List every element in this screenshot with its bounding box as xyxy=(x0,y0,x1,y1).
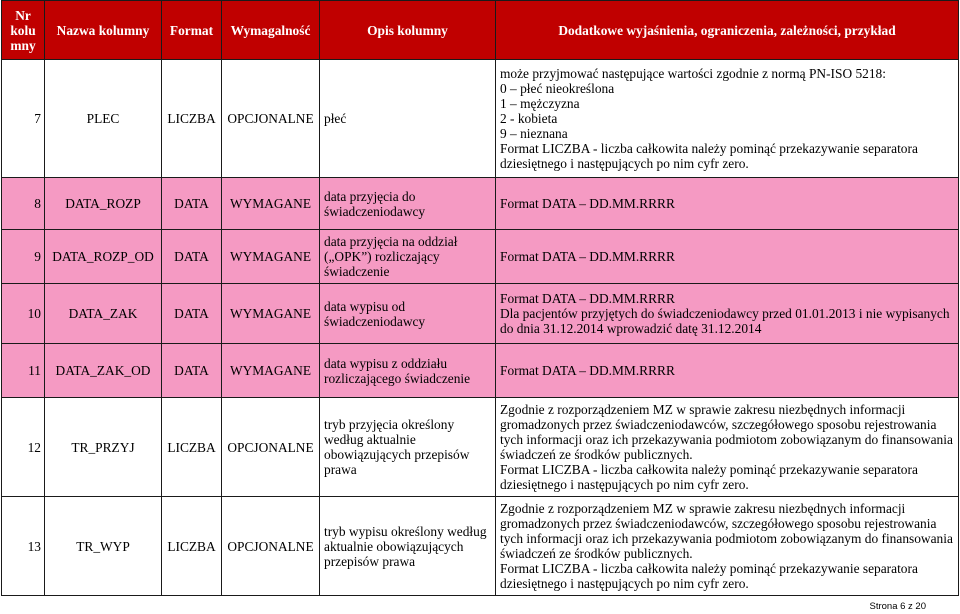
table-row xyxy=(2,497,959,596)
cell-required: WYMAGANE xyxy=(222,178,320,230)
table-header-row xyxy=(2,1,959,60)
cell-description: data przyjęcia na oddział („OPK”) rozliczający świadczenie xyxy=(320,230,496,284)
cell-description: data wypisu z oddziału rozliczającego świadczenie xyxy=(320,344,496,398)
header-format: Format xyxy=(162,1,222,60)
table-row xyxy=(2,178,959,230)
cell-required: OPCJONALNE xyxy=(222,60,320,178)
table-row xyxy=(2,398,959,497)
header-name: Nazwa kolumny xyxy=(45,1,162,60)
cell-format: LICZBA xyxy=(162,60,222,178)
cell-nr: 10 xyxy=(2,284,45,344)
cell-required: WYMAGANE xyxy=(222,284,320,344)
table-row xyxy=(2,60,959,178)
cell-format: DATA xyxy=(162,344,222,398)
cell-description: data wypisu od świadczeniodawcy xyxy=(320,284,496,344)
cell-format: DATA xyxy=(162,230,222,284)
cell-extra: Format DATA – DD.MM.RRRR xyxy=(496,178,959,230)
cell-name: DATA_ROZP xyxy=(45,178,162,230)
cell-nr: 9 xyxy=(2,230,45,284)
header-description: Opis kolumny xyxy=(320,1,496,60)
column-spec-table xyxy=(1,0,959,596)
cell-extra: Format DATA – DD.MM.RRRR Dla pacjentów przyjętych do świadczeniodawcy przed 01.01.2013 i nie wypisanych do dnia 31.12.2014 wprowadzić datę 31.12.2014 xyxy=(496,284,959,344)
cell-description: data przyjęcia do świadczeniodawcy xyxy=(320,178,496,230)
table-row xyxy=(2,284,959,344)
cell-nr: 8 xyxy=(2,178,45,230)
table-row xyxy=(2,230,959,284)
cell-extra: Format DATA – DD.MM.RRRR xyxy=(496,230,959,284)
cell-nr: 13 xyxy=(2,497,45,596)
cell-format: LICZBA xyxy=(162,398,222,497)
cell-required: WYMAGANE xyxy=(222,344,320,398)
cell-description: tryb wypisu określony według aktualnie obowiązujących przepisów prawa xyxy=(320,497,496,596)
cell-nr: 12 xyxy=(2,398,45,497)
cell-name: TR_PRZYJ xyxy=(45,398,162,497)
cell-extra: Zgodnie z rozporządzeniem MZ w sprawie zakresu niezbędnych informacji gromadzonych przez świadczeniodawców, szczegółowego sposobu rejestrowania tych informacji oraz ich przekazywania podmiotom zobowiązanym do finansowania świadczeń ze środków publicznych. Format LICZBA - liczba całkowita należy pominąć przekazywanie separatora dziesiętnego i następujących po nim cyfr zero. xyxy=(496,398,959,497)
cell-name: DATA_ROZP_OD xyxy=(45,230,162,284)
cell-extra: Zgodnie z rozporządzeniem MZ w sprawie zakresu niezbędnych informacji gromadzonych przez świadczeniodawców, szczegółowego sposobu rejestrowania tych informacji oraz ich przekazywania podmiotom zobowiązanym do finansowania świadczeń ze środków publicznych. Format LICZBA - liczba całkowita należy pominąć przekazywanie separatora dziesiętnego i następujących po nim cyfr zero. xyxy=(496,497,959,596)
cell-extra: może przyjmować następujące wartości zgodnie z normą PN-ISO 5218: 0 – płeć nieokreślona 1 – mężczyzna 2 - kobieta 9 – nieznana Format LICZBA - liczba całkowita należy pominąć przekazywanie separatora dziesiętnego i następujących po nim cyfr zero. xyxy=(496,60,959,178)
cell-required: WYMAGANE xyxy=(222,230,320,284)
cell-format: DATA xyxy=(162,284,222,344)
cell-name: PLEC xyxy=(45,60,162,178)
cell-name: TR_WYP xyxy=(45,497,162,596)
header-nr: Nr kolu mny xyxy=(2,1,45,60)
page-number: Strona 6 z 20 xyxy=(869,601,926,612)
header-required: Wymagalność xyxy=(222,1,320,60)
cell-description: płeć xyxy=(320,60,496,178)
cell-nr: 11 xyxy=(2,344,45,398)
cell-name: DATA_ZAK xyxy=(45,284,162,344)
cell-name: DATA_ZAK_OD xyxy=(45,344,162,398)
cell-extra: Format DATA – DD.MM.RRRR xyxy=(496,344,959,398)
cell-required: OPCJONALNE xyxy=(222,497,320,596)
cell-format: DATA xyxy=(162,178,222,230)
table-row xyxy=(2,344,959,398)
header-extra: Dodatkowe wyjaśnienia, ograniczenia, zależności, przykład xyxy=(496,1,959,60)
cell-nr: 7 xyxy=(2,60,45,178)
cell-description: tryb przyjęcia określony według aktualnie obowiązujących przepisów prawa xyxy=(320,398,496,497)
cell-required: OPCJONALNE xyxy=(222,398,320,497)
cell-format: LICZBA xyxy=(162,497,222,596)
